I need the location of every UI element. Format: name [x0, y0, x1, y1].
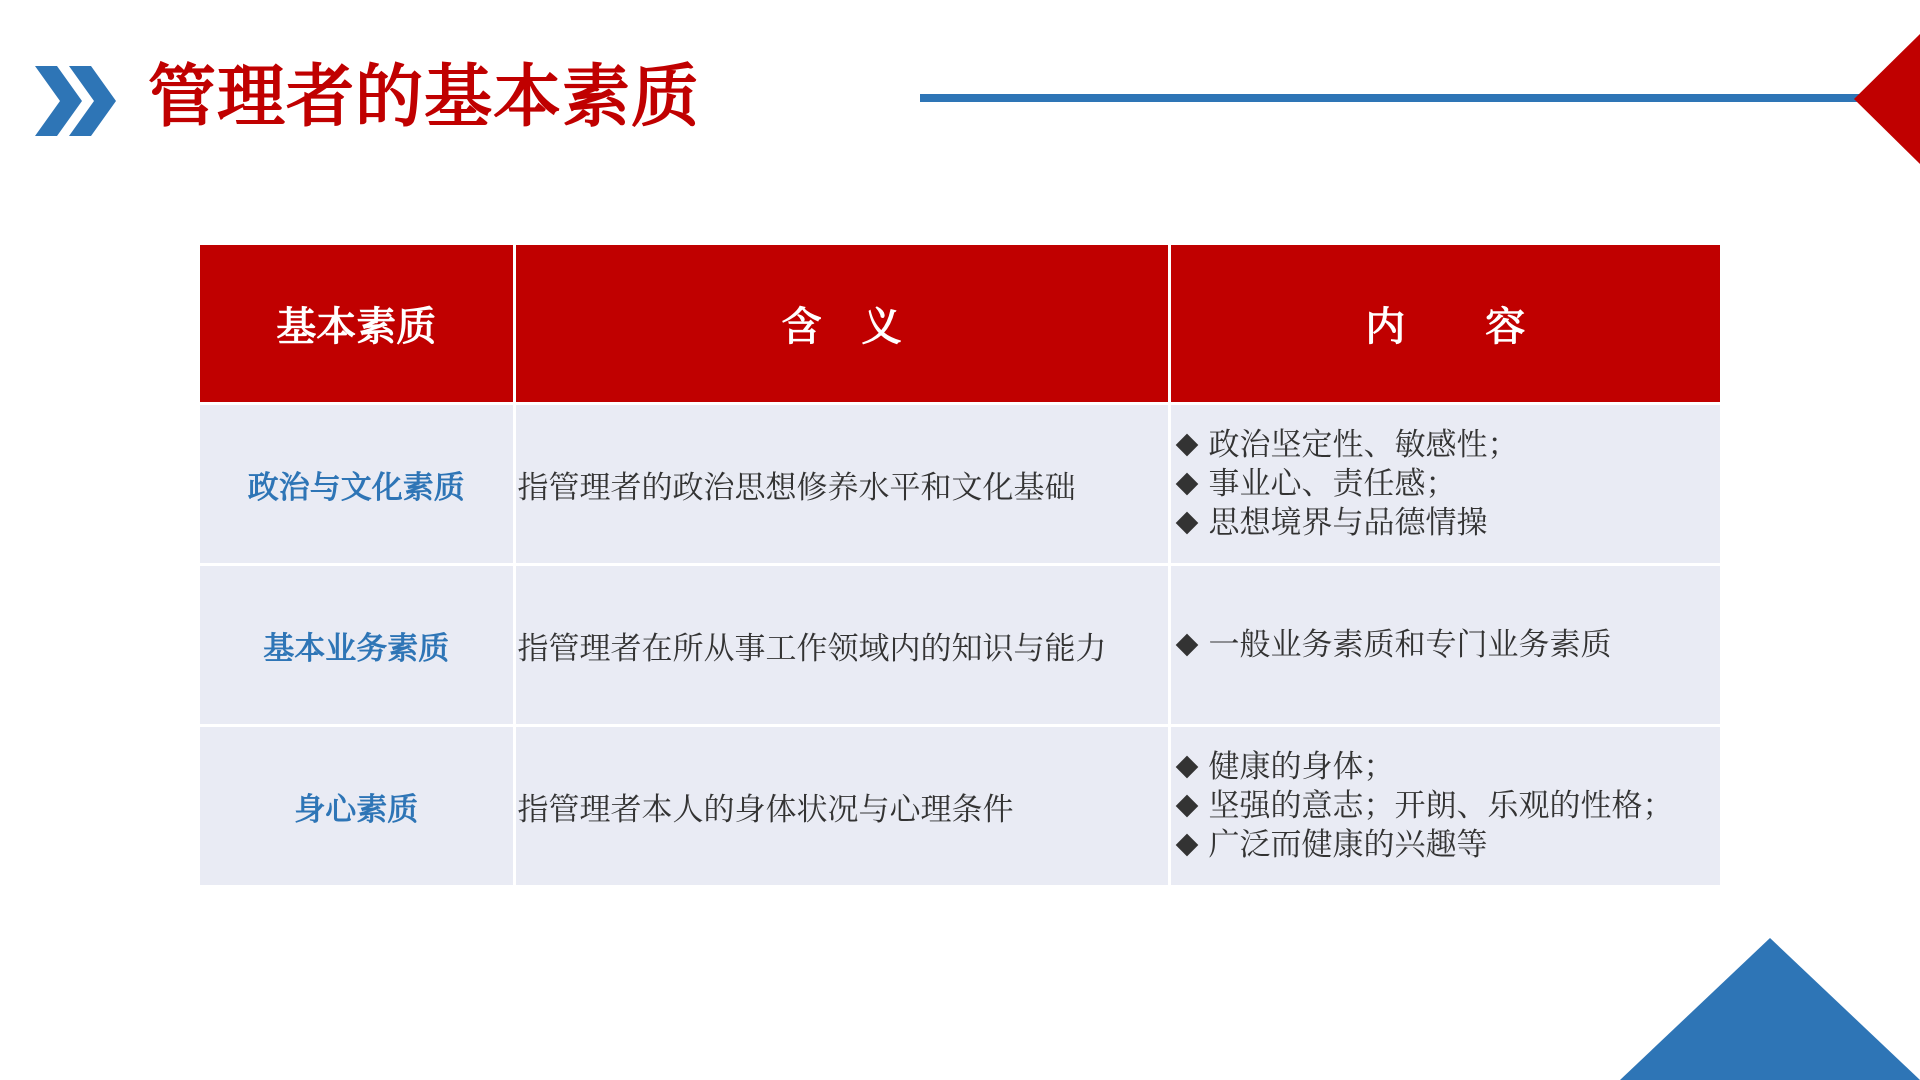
- bullet-text: 坚强的意志；开朗、乐观的性格；: [1208, 787, 1674, 824]
- table-header-row: [200, 245, 1720, 404]
- meaning-cell: 指管理者的政治思想修养水平和文化基础: [514, 404, 1169, 565]
- diamond-bullet-icon: [1175, 473, 1198, 496]
- table-row: [200, 404, 1720, 565]
- content-cell: [1169, 404, 1720, 565]
- quality-cell: 政治与文化素质: [200, 404, 514, 565]
- column-header-meaning: 含 义: [514, 245, 1169, 404]
- meaning-cell: 指管理者本人的身体状况与心理条件: [514, 726, 1169, 886]
- bullet-text: 思想境界与品德情操: [1208, 504, 1488, 541]
- quality-cell: 基本业务素质: [200, 565, 514, 726]
- double-chevron-icon: [35, 66, 125, 136]
- diamond-bullet-icon: [1175, 756, 1198, 779]
- diamond-bullet-icon: [1175, 634, 1198, 657]
- column-header-quality: 基本素质: [200, 245, 514, 404]
- bullet-item: [1173, 787, 1721, 826]
- diamond-bullet-icon: [1175, 512, 1198, 535]
- table-row: [200, 726, 1720, 886]
- content-cell: [1169, 565, 1720, 726]
- bullet-item: [1173, 748, 1721, 787]
- qualities-table-wrapper: [200, 245, 1720, 885]
- quality-cell: 身心素质: [200, 726, 514, 886]
- bullet-text: 广泛而健康的兴趣等: [1208, 826, 1488, 863]
- diamond-bullet-icon: [1175, 795, 1198, 818]
- column-header-content: 内 容: [1169, 245, 1720, 404]
- bullet-item: [1173, 465, 1721, 504]
- bullet-text: 健康的身体；: [1208, 748, 1395, 785]
- content-cell: [1169, 726, 1720, 886]
- bullet-text: 政治坚定性、敏感性；: [1208, 426, 1519, 463]
- header-divider-line: [920, 94, 1860, 102]
- red-triangle-decoration: [1854, 34, 1920, 164]
- meaning-cell: 指管理者在所从事工作领域内的知识与能力: [514, 565, 1169, 726]
- table-row: [200, 565, 1720, 726]
- diamond-bullet-icon: [1175, 834, 1198, 857]
- bullet-item: [1173, 426, 1721, 465]
- bullet-item: [1173, 626, 1721, 665]
- qualities-table: [200, 245, 1720, 885]
- blue-triangle-decoration: [1620, 938, 1920, 1080]
- bullet-text: 一般业务素质和专门业务素质: [1208, 626, 1612, 663]
- bullet-item: [1173, 504, 1721, 543]
- bullet-text: 事业心、责任感；: [1208, 465, 1457, 502]
- diamond-bullet-icon: [1175, 434, 1198, 457]
- page-title: 管理者的基本素质: [148, 58, 701, 137]
- bullet-item: [1173, 826, 1721, 865]
